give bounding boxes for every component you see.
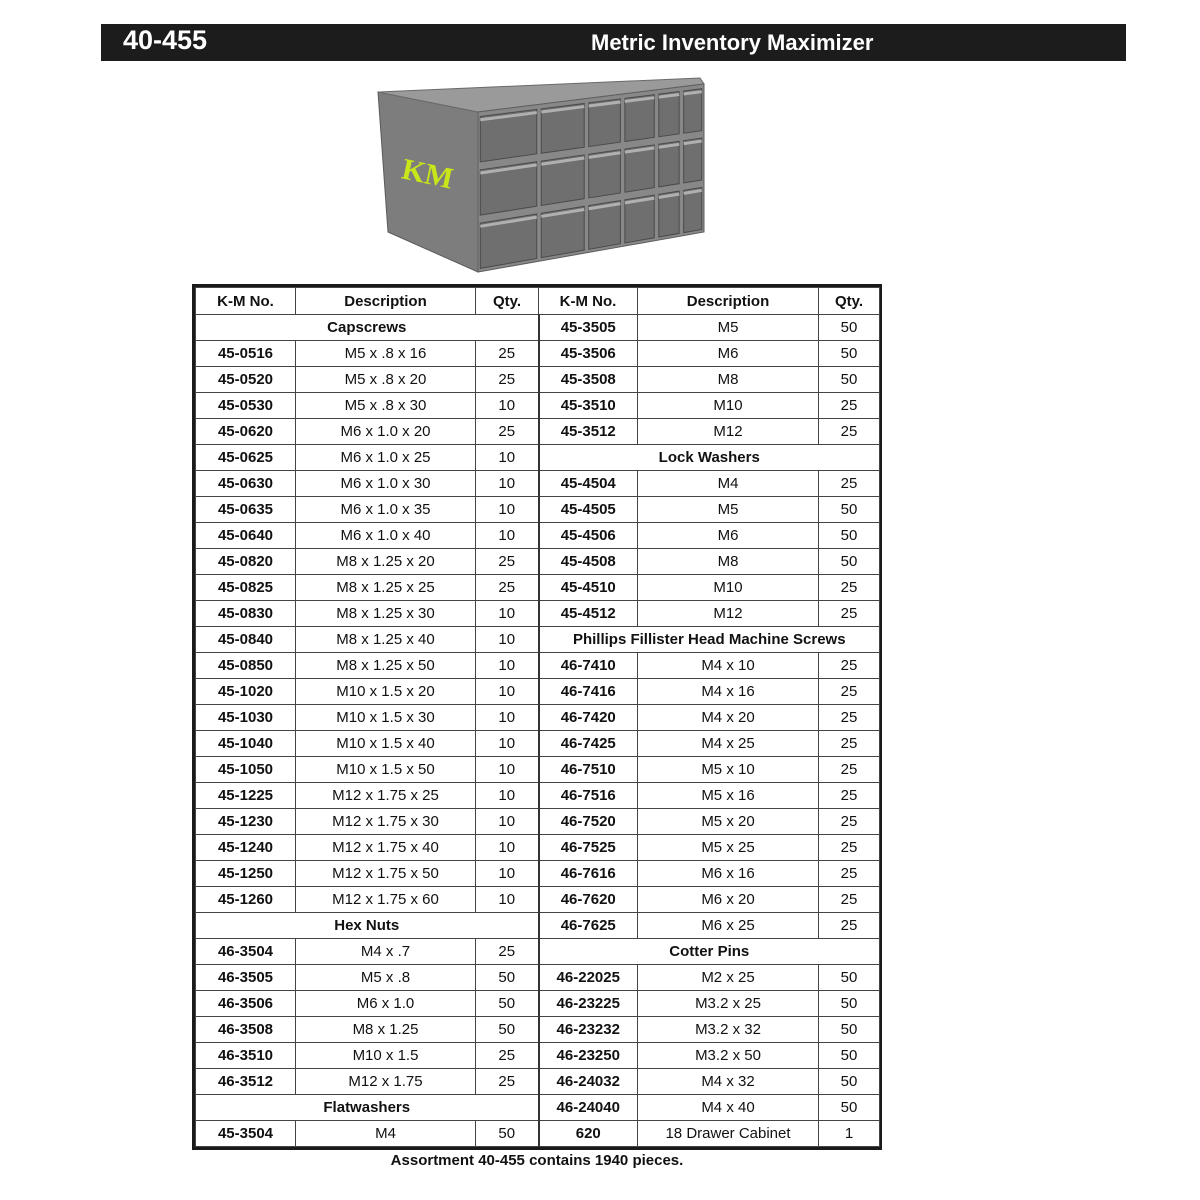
part-number: 45-3504 <box>196 1121 296 1147</box>
table-row <box>196 913 880 939</box>
part-description: M8 x 1.25 x 25 <box>296 575 476 601</box>
part-quantity: 25 <box>819 835 880 861</box>
drawer <box>684 89 702 134</box>
part-number: 46-23232 <box>539 1017 638 1043</box>
part-description: M5 x 20 <box>638 809 819 835</box>
part-number: 45-1230 <box>196 809 296 835</box>
drawer-grid <box>480 89 701 269</box>
table-row <box>196 523 880 549</box>
part-quantity: 10 <box>476 679 539 705</box>
part-number: 620 <box>539 1121 638 1147</box>
part-quantity: 25 <box>476 367 539 393</box>
table-row <box>196 1043 880 1069</box>
part-description: M5 x .8 x 16 <box>296 341 476 367</box>
part-quantity: 50 <box>819 497 880 523</box>
part-quantity: 50 <box>476 1017 539 1043</box>
part-description: M6 x 1.0 x 30 <box>296 471 476 497</box>
part-description: M10 x 1.5 x 20 <box>296 679 476 705</box>
part-quantity: 25 <box>819 393 880 419</box>
part-description: M8 x 1.25 x 50 <box>296 653 476 679</box>
part-quantity: 10 <box>476 393 539 419</box>
parts-table <box>192 284 882 1150</box>
part-number: 46-3508 <box>196 1017 296 1043</box>
part-quantity: 1 <box>819 1121 880 1147</box>
part-description: M2 x 25 <box>638 965 819 991</box>
part-quantity: 25 <box>476 939 539 965</box>
part-description: M6 x 1.0 x 25 <box>296 445 476 471</box>
part-quantity: 25 <box>819 731 880 757</box>
part-quantity: 10 <box>476 705 539 731</box>
section-heading: Phillips Fillister Head Machine Screws <box>539 627 880 653</box>
part-number: 46-7525 <box>539 835 638 861</box>
part-number: 45-0630 <box>196 471 296 497</box>
part-description: M12 x 1.75 x 40 <box>296 835 476 861</box>
table-row <box>196 393 880 419</box>
part-number: 46-7510 <box>539 757 638 783</box>
part-quantity: 50 <box>476 965 539 991</box>
part-quantity: 50 <box>819 965 880 991</box>
part-quantity: 10 <box>476 523 539 549</box>
part-number: 46-7410 <box>539 653 638 679</box>
table-row <box>196 757 880 783</box>
part-number: 45-4504 <box>539 471 638 497</box>
part-number: 45-1030 <box>196 705 296 731</box>
part-number: 45-3508 <box>539 367 638 393</box>
table-row <box>196 497 880 523</box>
part-quantity: 50 <box>819 1043 880 1069</box>
table-row <box>196 731 880 757</box>
part-quantity: 50 <box>819 367 880 393</box>
part-description: 18 Drawer Cabinet <box>638 1121 819 1147</box>
part-description: M12 x 1.75 x 25 <box>296 783 476 809</box>
part-quantity: 25 <box>476 549 539 575</box>
part-description: M8 x 1.25 x 30 <box>296 601 476 627</box>
part-number: 46-7616 <box>539 861 638 887</box>
part-quantity: 50 <box>819 991 880 1017</box>
part-number: 45-4512 <box>539 601 638 627</box>
part-description: M4 <box>296 1121 476 1147</box>
part-description: M3.2 x 50 <box>638 1043 819 1069</box>
section-heading: Cotter Pins <box>539 939 880 965</box>
table-row <box>196 809 880 835</box>
part-number: 46-3512 <box>196 1069 296 1095</box>
part-quantity: 25 <box>819 913 880 939</box>
table-row <box>196 991 880 1017</box>
part-number: 45-0516 <box>196 341 296 367</box>
part-description: M6 x 1.0 x 20 <box>296 419 476 445</box>
part-number: 45-0840 <box>196 627 296 653</box>
part-description: M8 <box>638 549 819 575</box>
table-row <box>196 601 880 627</box>
part-quantity: 25 <box>819 783 880 809</box>
part-description: M6 x 25 <box>638 913 819 939</box>
part-quantity: 50 <box>819 549 880 575</box>
table-row <box>196 627 880 653</box>
part-quantity: 10 <box>476 445 539 471</box>
part-number: 46-7416 <box>539 679 638 705</box>
part-number: 46-7420 <box>539 705 638 731</box>
part-number: 45-4505 <box>539 497 638 523</box>
part-number: 45-0850 <box>196 653 296 679</box>
part-description: M4 x 10 <box>638 653 819 679</box>
part-quantity: 25 <box>819 679 880 705</box>
part-description: M10 <box>638 393 819 419</box>
part-description: M6 <box>638 341 819 367</box>
page-title: Metric Inventory Maximizer <box>591 30 874 55</box>
part-quantity: 10 <box>476 471 539 497</box>
part-quantity: 50 <box>819 315 880 341</box>
part-description: M4 x 20 <box>638 705 819 731</box>
part-description: M12 x 1.75 x 60 <box>296 887 476 913</box>
table-row <box>196 835 880 861</box>
part-quantity: 25 <box>819 861 880 887</box>
part-quantity: 10 <box>476 757 539 783</box>
part-description: M3.2 x 25 <box>638 991 819 1017</box>
section-heading: Capscrews <box>196 315 539 341</box>
part-number: 45-1225 <box>196 783 296 809</box>
part-quantity: 10 <box>476 887 539 913</box>
header-km-no: K-M No. <box>196 288 296 315</box>
part-description: M4 <box>638 471 819 497</box>
table-row <box>196 419 880 445</box>
table-row <box>196 471 880 497</box>
cabinet-logo: KM <box>398 152 457 196</box>
table-row <box>196 1095 880 1121</box>
part-quantity: 25 <box>819 809 880 835</box>
part-number: 46-23225 <box>539 991 638 1017</box>
part-number: 45-1240 <box>196 835 296 861</box>
part-number: 45-0825 <box>196 575 296 601</box>
part-quantity: 10 <box>476 861 539 887</box>
part-description: M8 x 1.25 x 20 <box>296 549 476 575</box>
part-number: 45-1050 <box>196 757 296 783</box>
section-heading: Lock Washers <box>539 445 880 471</box>
part-description: M8 x 1.25 x 40 <box>296 627 476 653</box>
part-number: 45-0625 <box>196 445 296 471</box>
table-row <box>196 939 880 965</box>
part-quantity: 10 <box>476 809 539 835</box>
part-number: 45-4508 <box>539 549 638 575</box>
table-row <box>196 1121 880 1147</box>
part-quantity: 25 <box>819 653 880 679</box>
part-quantity: 50 <box>819 1069 880 1095</box>
part-quantity: 50 <box>476 991 539 1017</box>
drawer <box>659 92 679 137</box>
part-description: M12 <box>638 601 819 627</box>
part-description: M6 x 1.0 x 40 <box>296 523 476 549</box>
part-description: M12 x 1.75 x 50 <box>296 861 476 887</box>
header-qty: Qty. <box>819 288 880 315</box>
part-description: M6 x 1.0 x 35 <box>296 497 476 523</box>
table-row <box>196 367 880 393</box>
part-description: M5 x 16 <box>638 783 819 809</box>
part-number: 46-7516 <box>539 783 638 809</box>
table-row <box>196 575 880 601</box>
part-number: 45-3512 <box>539 419 638 445</box>
part-number: 45-0635 <box>196 497 296 523</box>
part-description: M6 x 20 <box>638 887 819 913</box>
part-quantity: 50 <box>819 1095 880 1121</box>
part-quantity: 50 <box>476 1121 539 1147</box>
part-description: M6 x 16 <box>638 861 819 887</box>
part-quantity: 10 <box>476 783 539 809</box>
part-number: 45-0830 <box>196 601 296 627</box>
table-row <box>196 861 880 887</box>
part-description: M12 x 1.75 <box>296 1069 476 1095</box>
table-row <box>196 653 880 679</box>
part-description: M5 x 10 <box>638 757 819 783</box>
section-heading: Flatwashers <box>196 1095 539 1121</box>
part-description: M10 x 1.5 <box>296 1043 476 1069</box>
table-row <box>196 315 880 341</box>
part-number: 45-4506 <box>539 523 638 549</box>
part-number: 45-1040 <box>196 731 296 757</box>
part-number: 46-7625 <box>539 913 638 939</box>
part-quantity: 25 <box>819 887 880 913</box>
part-description: M3.2 x 32 <box>638 1017 819 1043</box>
table-row <box>196 887 880 913</box>
table-row <box>196 341 880 367</box>
part-quantity: 25 <box>476 1069 539 1095</box>
part-description: M5 x .8 <box>296 965 476 991</box>
part-description: M10 x 1.5 x 40 <box>296 731 476 757</box>
part-quantity: 10 <box>476 601 539 627</box>
drawer-cabinet-image <box>370 72 715 277</box>
header-description: Description <box>638 288 819 315</box>
part-description: M5 x 25 <box>638 835 819 861</box>
part-quantity: 10 <box>476 627 539 653</box>
table-row <box>196 679 880 705</box>
part-description: M8 <box>638 367 819 393</box>
part-description: M4 x 16 <box>638 679 819 705</box>
header-qty: Qty. <box>476 288 539 315</box>
part-number: 45-4510 <box>539 575 638 601</box>
table-row <box>196 705 880 731</box>
part-number: 45-0820 <box>196 549 296 575</box>
table-row <box>196 783 880 809</box>
part-number: 46-23250 <box>539 1043 638 1069</box>
part-quantity: 25 <box>476 1043 539 1069</box>
header-bar <box>101 24 1126 61</box>
part-quantity: 25 <box>819 419 880 445</box>
part-number: 45-1250 <box>196 861 296 887</box>
part-number: 45-0620 <box>196 419 296 445</box>
table-row <box>196 549 880 575</box>
table-row <box>196 965 880 991</box>
table-row <box>196 1017 880 1043</box>
part-description: M10 <box>638 575 819 601</box>
part-description: M5 <box>638 497 819 523</box>
part-number: 46-3506 <box>196 991 296 1017</box>
header-description: Description <box>296 288 476 315</box>
part-description: M12 x 1.75 x 30 <box>296 809 476 835</box>
part-number: 45-0530 <box>196 393 296 419</box>
part-description: M4 x .7 <box>296 939 476 965</box>
part-number: 46-3510 <box>196 1043 296 1069</box>
part-description: M6 x 1.0 <box>296 991 476 1017</box>
part-number: 46-7425 <box>539 731 638 757</box>
table-header-row <box>196 288 880 315</box>
part-quantity: 25 <box>476 575 539 601</box>
part-description: M5 <box>638 315 819 341</box>
part-quantity: 25 <box>819 601 880 627</box>
part-number: 46-3504 <box>196 939 296 965</box>
part-description: M10 x 1.5 x 50 <box>296 757 476 783</box>
part-number: 45-3506 <box>539 341 638 367</box>
part-number: 46-24032 <box>539 1069 638 1095</box>
part-number: 45-1020 <box>196 679 296 705</box>
part-number: 45-1260 <box>196 887 296 913</box>
part-quantity: 25 <box>819 757 880 783</box>
drawer <box>684 138 702 183</box>
part-description: M4 x 32 <box>638 1069 819 1095</box>
assortment-footnote: Assortment 40-455 contains 1940 pieces. <box>390 1152 684 1169</box>
part-quantity: 25 <box>819 705 880 731</box>
part-description: M8 x 1.25 <box>296 1017 476 1043</box>
part-description: M6 <box>638 523 819 549</box>
part-description: M4 x 40 <box>638 1095 819 1121</box>
part-number: 45-0520 <box>196 367 296 393</box>
part-quantity: 25 <box>476 341 539 367</box>
part-quantity: 10 <box>476 497 539 523</box>
part-description: M4 x 25 <box>638 731 819 757</box>
part-quantity: 50 <box>819 341 880 367</box>
part-quantity: 10 <box>476 653 539 679</box>
part-number: 46-7620 <box>539 887 638 913</box>
part-description: M12 <box>638 419 819 445</box>
part-number: 46-22025 <box>539 965 638 991</box>
table-row <box>196 445 880 471</box>
part-quantity: 50 <box>819 1017 880 1043</box>
product-code: 40-455 <box>123 25 208 55</box>
part-number: 46-3505 <box>196 965 296 991</box>
part-description: M10 x 1.5 x 30 <box>296 705 476 731</box>
table-row <box>196 1069 880 1095</box>
part-number: 45-3510 <box>539 393 638 419</box>
part-quantity: 25 <box>476 419 539 445</box>
part-quantity: 25 <box>819 575 880 601</box>
header-km-no: K-M No. <box>539 288 638 315</box>
part-quantity: 10 <box>476 835 539 861</box>
part-number: 45-0640 <box>196 523 296 549</box>
part-quantity: 25 <box>819 471 880 497</box>
section-heading: Hex Nuts <box>196 913 539 939</box>
part-description: M5 x .8 x 20 <box>296 367 476 393</box>
part-description: M5 x .8 x 30 <box>296 393 476 419</box>
part-quantity: 10 <box>476 731 539 757</box>
part-number: 45-3505 <box>539 315 638 341</box>
part-quantity: 50 <box>819 523 880 549</box>
part-number: 46-24040 <box>539 1095 638 1121</box>
part-number: 46-7520 <box>539 809 638 835</box>
